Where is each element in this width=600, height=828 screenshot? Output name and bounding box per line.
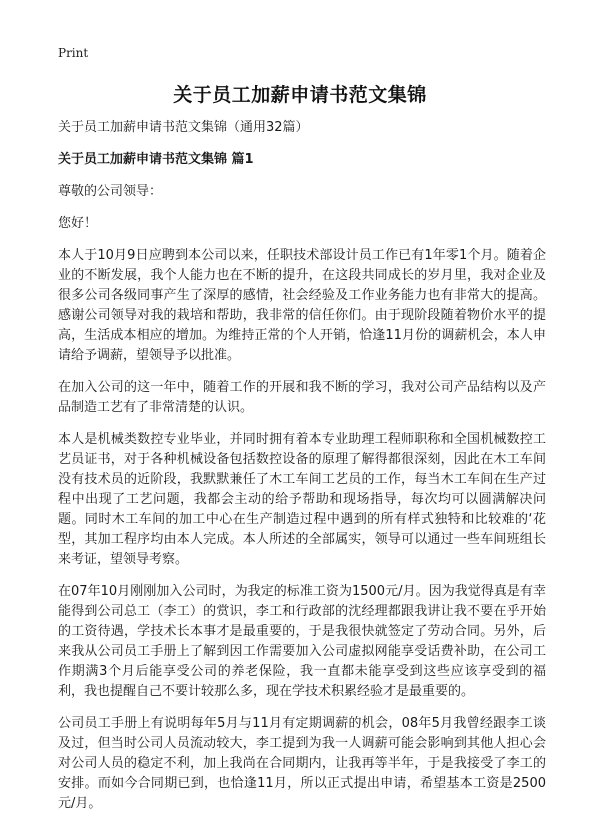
paragraph: 本人于10月9日应聘到本公司以来，任职技术部设计员工作已有1年零1个月。随着企业的不断发展，我个人能力也在不断的提升，在这段共同成长的岁月里，我对企业及很多公司各级同事产生了深厚的感情，社会经验及工作业务能力也有非常大的提高。感谢公司领导对我的栽培和帮助，我非常的信任你们。由于现阶段随着物价水平的提高，生活成本相应的增加。为维持正常的个人开销，恰逢11月份的调薪机会，本人申请给予调薪，望领导予以批准。 — [58, 248, 546, 363]
salutation: 尊敬的公司领导： — [58, 184, 163, 199]
paragraph: 公司员工手册上有说明每年5月与11月有定期调薪的机会，08年5月我曾经跟李工谈及过，但当时公司人员流动较大，李工提到为我一人调薪可能会影响到其他人担心会对公司人员的稳定不利，加上我尚在合同期内，让我再等半年，于是我接受了李工的安排。而如今合同期已到，也恰逢11月，所以正式提出申请，希望基本工资是2500元/月。 — [58, 716, 546, 811]
document-subtitle: 关于员工加薪申请书范文集锦（通用32篇） — [58, 120, 309, 135]
page-title: 关于员工加薪申请书范文集锦 — [173, 84, 427, 106]
section-heading: 关于员工加薪申请书范文集锦 篇1 — [58, 152, 254, 167]
greeting: 您好！ — [58, 216, 98, 231]
document-body — [58, 118, 546, 826]
paragraph: 在加入公司的这一年中，随着工作的开展和我不断的学习，我对公司产品结构以及产品制造工艺有了非常清楚的认识。 — [58, 380, 546, 415]
paragraph: 本人是机械类数控专业毕业，并同时拥有着本专业助理工程师职称和全国机械数控工艺员证书，对于各种机械设备包括数控设备的原理了解得都很深刻，因此在木工车间没有技术员的近阶段，我默默兼任了木工车间工艺员的工作，每当木工车间在生产过程中出现了工艺问题，我都会主动的给予帮助和现场指导，每次均可以圆满解决问题。同时木工车间的加工中心在生产制造过程中遇到的所有样式独特和比较难的‘花型，其加工程序均由本人完成。本人所述的全部属实，领导可以通过一些车间班组长来考证，望领导考察。 — [58, 432, 546, 567]
print-link[interactable]: Print — [58, 46, 89, 60]
paragraph: 在07年10月刚刚加入公司时，为我定的标准工资为1500元/月。因为我觉得真是有幸能得到公司总工（李工）的赏识，李工和行政部的沈经理都跟我讲让我不要在乎开始的工资待遇，学技术长本事才是最重要的，于是我很快就签定了劳动合同。另外，后来我从公司员工手册上了解到因工作需要加入公司虚拟网能享受话费补助，在公司工作期满3个月后能享受公司的养老保险，我一直都未能享受到这些应该享受到的福利，我也提醒自己不要计较那么多，现在学技术积累经验才是最重要的。 — [58, 584, 546, 699]
